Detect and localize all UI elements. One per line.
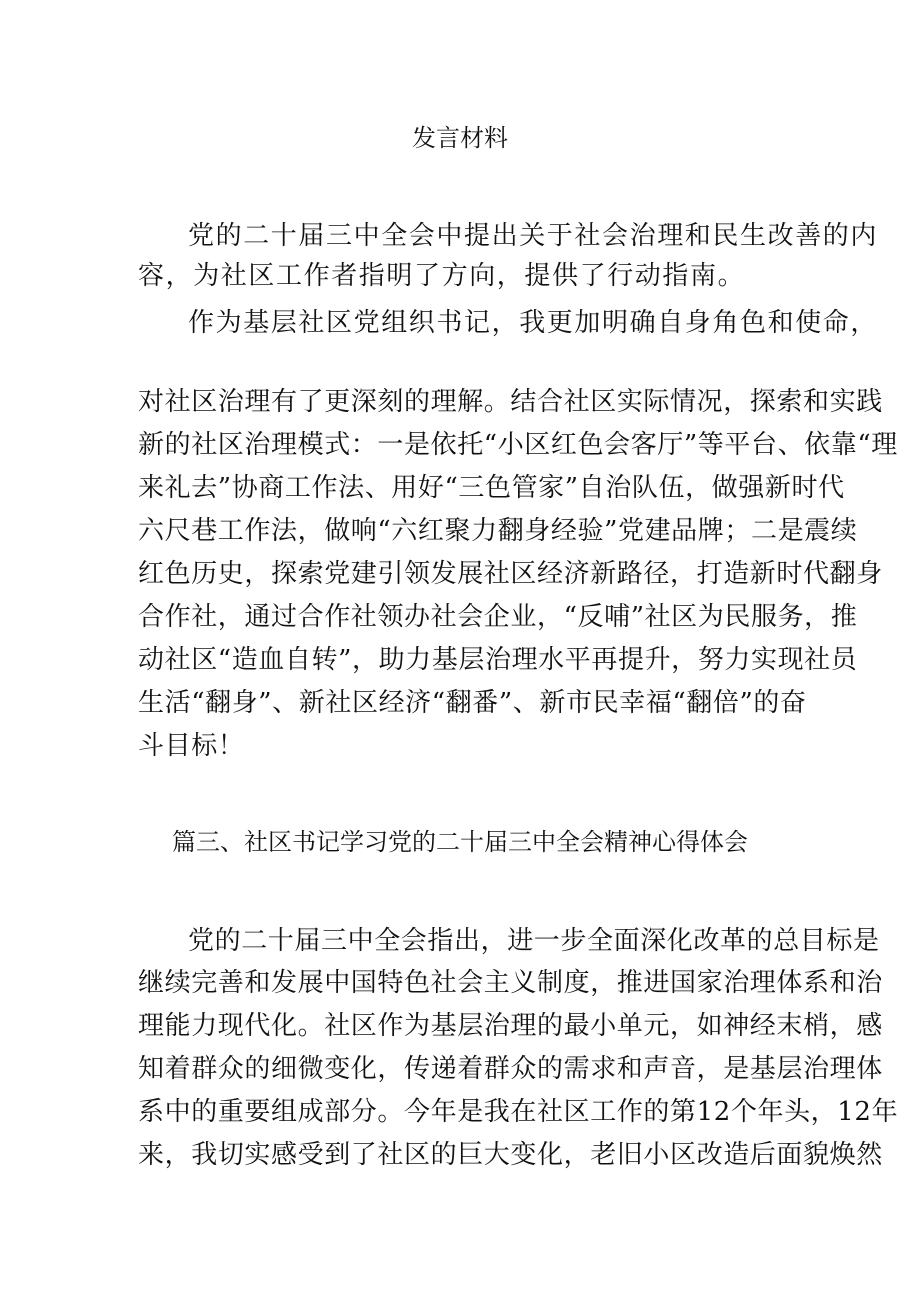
paragraph-line: 斗目标！ [138,731,245,761]
paragraph-line: 理能力现代化。社区作为基层治理的最小单元，如神经末梢，感 [138,1011,883,1041]
paragraph-line: 生活“翻身”、新社区经济“翻番”、新市民幸福“翻倍”的奋 [138,688,807,718]
paragraph-line: 对社区治理有了更深刻的理解。结合社区实际情况，探索和实践 [138,387,883,417]
paragraph-line: 新的社区治理模式：一是依托“小区红色会客厅”等平台、依靠“理 [138,430,898,460]
section-title: 篇三、社区书记学习党的二十届三中全会精神心得体会 [172,828,748,856]
paragraph-line: 继续完善和发展中国特色社会主义制度，推进国家治理体系和治 [138,968,883,998]
paragraph-line: 来，我切实感受到了社区的巨大变化，老旧小区改造后面貌焕然 [138,1140,883,1170]
paragraph-line: 系中的重要组成部分。今年是我在社区工作的第12个年头，12年 [138,1097,899,1127]
paragraph-line: 党的二十届三中全会中提出关于社会治理和民生改善的内 [188,221,879,251]
paragraph-line: 动社区“造血自转”，助力基层治理水平再提升，努力实现社员 [138,645,858,675]
paragraph-line: 知着群众的细微变化，传递着群众的需求和声音，是基层治理体 [138,1054,883,1084]
paragraph-line: 容，为社区工作者指明了方向，提供了行动指南。 [138,261,746,291]
document-title: 发言材料 [412,124,508,152]
paragraph-line: 六尺巷工作法，做响“六红聚力翻身经验”党建品牌；二是震续 [138,516,858,546]
paragraph-line: 红色历史，探索党建引领发展社区经济新路径，打造新时代翻身 [138,559,883,589]
paragraph-line: 合作社，通过合作社领办社会企业，“反哺”社区为民服务，推 [138,602,858,632]
paragraph-line: 党的二十届三中全会指出，进一步全面深化改革的总目标是 [188,926,880,956]
paragraph-line: 作为基层社区党组织书记，我更加明确自身角色和使命， [188,308,879,338]
paragraph-line: 来礼去”协商工作法、用好“三色管家”自治队伍，做强新时代 [138,473,845,503]
